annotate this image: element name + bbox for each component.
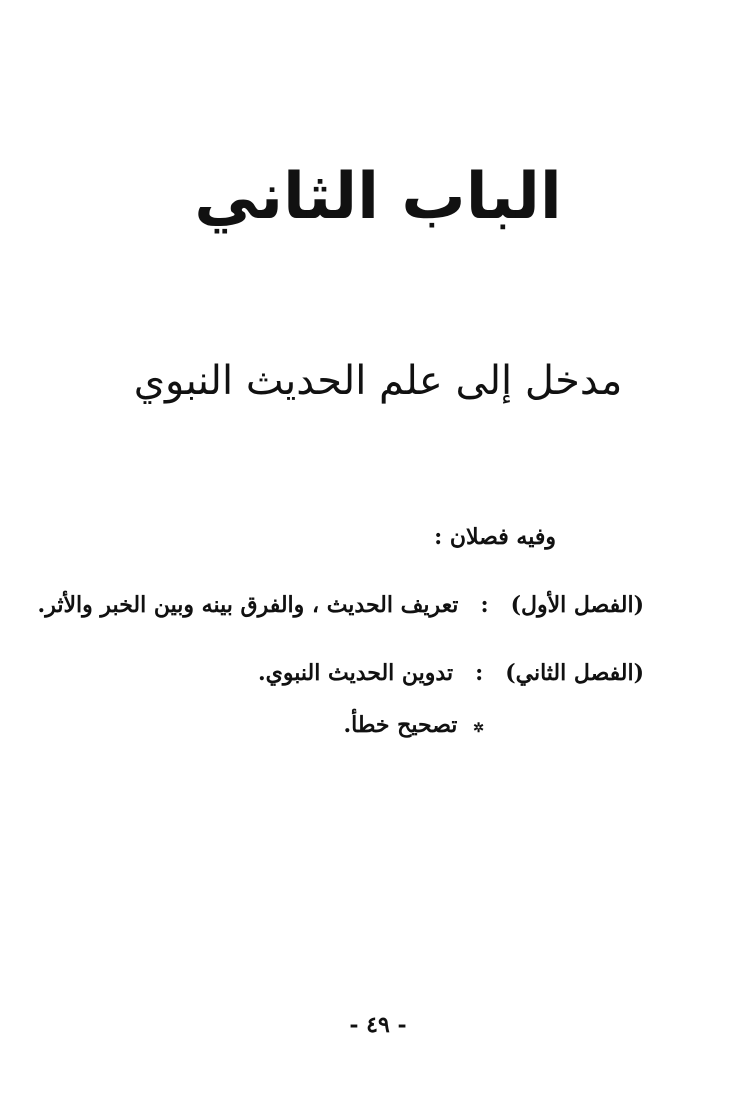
- part-title: الباب الثاني: [194, 160, 562, 234]
- page-number: - ٤٩ -: [349, 1012, 407, 1038]
- part-subtitle: مدخل إلى علم الحديث النبوي: [133, 358, 623, 404]
- chapter-2-entry: [258, 660, 644, 686]
- chapter-1-label: (الفصل الأول): [510, 592, 644, 618]
- intro-text: وفيه فصلان :: [434, 524, 556, 550]
- chapter-1-entry: [38, 592, 644, 618]
- chapter-2-title: تدوين الحديث النبوي.: [257, 660, 454, 686]
- asterisk-icon: ✲: [473, 721, 484, 736]
- chapter-1-colon: :: [480, 592, 489, 618]
- chapter-2-colon: :: [475, 660, 484, 686]
- erratum-text: تصحيح خطأ.: [343, 712, 458, 738]
- erratum-note: [344, 712, 485, 738]
- chapter-2-label: (الفصل الثاني): [505, 660, 644, 686]
- chapter-1-title: تعريف الحديث ، والفرق بينه وبين الخبر والأثر.: [37, 592, 459, 618]
